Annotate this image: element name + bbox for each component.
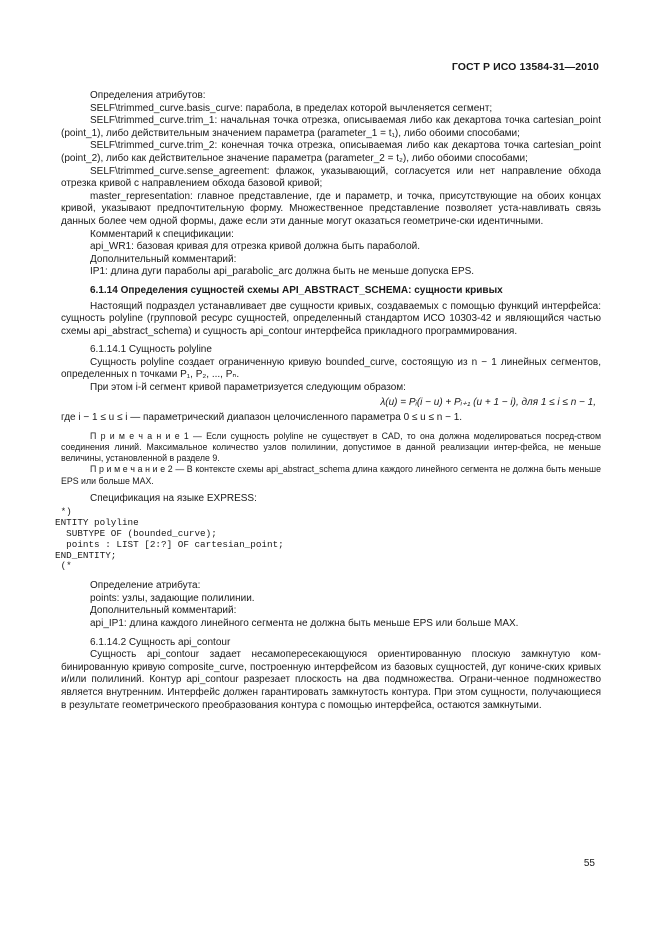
express-code-block: *) ENTITY polyline SUBTYPE OF (bounded_curve); points : LIST [2:?] OF cartesian_point; END_ENTITY; (* [55,506,284,572]
paragraph: SELF\trimmed_curve.basis_curve: парабола, в пределах которой вычленяется сегмент; [90,102,493,114]
subsection-heading: 6.1.14.2 Сущность api_contour [90,636,231,648]
paragraph: api_IP1: длина каждого линейного сегмента не должна быть меньше EPS или больше MAX. [90,618,519,630]
paragraph: Сущность api_contour задает несамопересекающуюся ориентированную плоскую замкнутую ком-бинированную кривую composite_curve, построенную интерфейсом из базовых сущностей, дуг кониче-ских кривых и/или полилиний. Контур api_contour разрезает плоскость на два подмножества. Ограни-ченное подмножество является внутренним. Интерфейс должен гарантировать замкнутость контура. При этом сущности, получающиеся в результате геометрического преобразования контура с помощью интерфейса, остаются замкнутыми. [61,649,601,711]
standard-header: ГОСТ Р ИСО 13584-31—2010 [451,61,599,73]
note: П р и м е ч а н и е 1 — Если сущность polyline не существует в CAD, то она должна моделироваться посред-ством соединения линий. Максимальное количество узлов полилинии, допустимое в данной реализации интер-фейса, не меньше величины, установленной в разделе 9. [61,430,601,464]
section-heading: 6.1.14 Определения сущностей схемы API_ABSTRACT_SCHEMA: сущности кривых [90,284,503,296]
paragraph: IP1: длина дуги параболы api_parabolic_arc должна быть не меньше допуска EPS. [90,266,475,278]
paragraph: points: узлы, задающие полилинии. [90,592,255,604]
paragraph: Определение атрибута: [90,580,201,592]
paragraph: Дополнительный комментарий: [90,253,237,265]
paragraph: Комментарий к спецификации: [90,228,234,240]
note: П р и м е ч а н и е 2 — В контексте схемы api_abstract_schema длина каждого линейного сегмента не должна быть меньше EPS или больше MAX. [61,464,601,486]
paragraph: SELF\trimmed_curve.trim_1: начальная точка отрезка, описываемая либо как декартова точка cartesian_point (point_1), либо действительным значением параметра (parameter_1 = t₁), либо обоими способами; [61,115,601,139]
paragraph: Дополнительный комментарий: [90,605,237,617]
paragraph: master_representation: главное представление, где и параметр, и точка, присутствующие на обоих концах кривой, указывают предпочтительную форму. Множественное представление позволяет уста-навливать связь данных более чем одной формы, даже если эти данные могут оказаться геометриче-ски идентичными. [61,190,601,227]
page-number: 55 [583,858,595,869]
paragraph: где i − 1 ≤ u ≤ i — параметрический диапазон целочисленного параметра 0 ≤ u ≤ n − 1. [61,412,463,424]
page-body [55,90,601,712]
paragraph: Спецификация на языке EXPRESS: [90,492,257,504]
paragraph: Сущность polyline создает ограниченную кривую bounded_curve, состоящую из n − 1 линейных сегментов, определенных n точками P₁, P₂, ..., Pₙ. [61,356,601,381]
paragraph: Настоящий подраздел устанавливает две сущности кривых, создаваемых с помощью функций интерфейса: сущность polyline (групповой ресурс сущностей, определенный стандартом ИСО 10303-42 и являющийся частью схемы api_abstract_schema) и сущность api_contour интерфейса прикладного программирования. [61,300,601,337]
formula: λ(u) = Pᵢ(i − u) + Pᵢ₊₁ (u + 1 − i), для 1 ≤ i ≤ n − 1, [380,396,596,408]
paragraph: При этом i-й сегмент кривой параметризуется следующим образом: [90,382,406,394]
subsection-heading: 6.1.14.1 Сущность polyline [90,344,212,356]
paragraph: SELF\trimmed_curve.sense_agreement: флажок, указывающий, согласуется или нет направление обхода отрезка кривой с направлением обхода базовой кривой; [61,165,601,190]
paragraph: api_WR1: базовая кривая для отрезка кривой должна быть параболой. [90,241,421,253]
paragraph: SELF\trimmed_curve.trim_2: конечная точка отрезка, описываемая либо как декартова точка cartesian_point (point_2), либо как действительное значение параметра (parameter_2 = t₂), либо обоими способами; [61,140,601,164]
paragraph: Определения атрибутов: [90,90,206,101]
